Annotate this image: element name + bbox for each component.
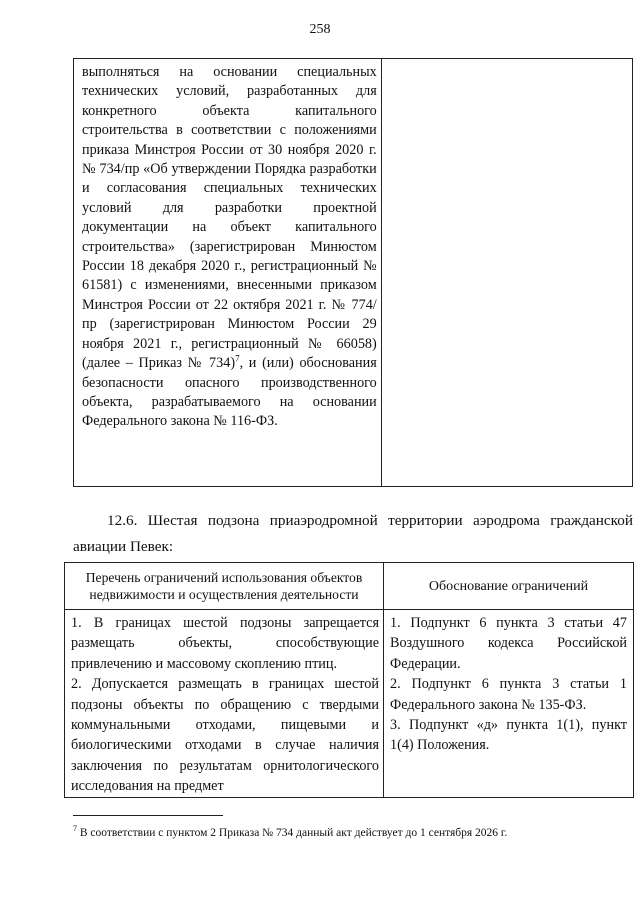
footnote-marker: 7	[73, 824, 77, 834]
restrictions-cell	[65, 610, 384, 798]
continued-text-part-2: , и (или) обоснования безопасности опасного производственного объекта, разрабатываемого на основании Федерального закона № 116-ФЗ.	[82, 355, 377, 430]
table-header-row	[65, 563, 634, 610]
footnote	[73, 826, 633, 840]
footnote-divider	[73, 815, 223, 816]
header-restrictions: Перечень ограничений использования объектов недвижимости и осуществления деятельности	[65, 563, 384, 610]
continued-requirement-text	[74, 59, 381, 434]
section-paragraph: 12.6. Шестая подзона приаэродромной территории аэродрома гражданской авиации Певек:	[73, 512, 633, 555]
empty-justification-cell	[381, 59, 632, 487]
justification-item-2: 2. Подпункт 6 пункта 3 статьи 1 Федерального закона № 135-ФЗ.	[390, 676, 627, 713]
continued-requirement-cell	[74, 59, 382, 487]
footnote-reference[interactable]: 7	[235, 353, 240, 364]
header-justification: Обоснование ограничений	[384, 563, 634, 610]
justification-item-3: 3. Подпункт «д» пункта 1(1), пункт 1(4) Положения.	[390, 717, 627, 754]
restrictions-table	[64, 562, 634, 798]
table-row	[74, 59, 633, 487]
continued-table	[73, 58, 633, 487]
restriction-item-2: 2. Допускается размещать в границах шестой подзоны объекты по обращению с твердыми коммунальными отходами, пищевыми и биологическими отходами в случае наличия заключения по результатам орнитологического исследования на предмет	[71, 676, 379, 795]
continued-text-part-1: выполняться на основании специальных технических условий, разработанных для конкретного объекта капитального строительства в соответствии с положениями приказа Минстроя России от 30 ноября 2020 г. № 734/пр «Об утверждении Порядка разработки и согласования специальных технических условий для разработки проектной документации на объект капитального строительства» (зарегистрирован Минюстом России 18 декабря 2020 г., регистрационный № 61581) с изменениями, внесенными приказом Минстроя России от 22 октября 2021 г. № 774/пр (зарегистрирован Минюстом России 29 ноября 2021 г., регистрационный № 66058) (далее – Приказ № 734)	[82, 64, 377, 372]
footnote-text: В соответствии с пунктом 2 Приказа № 734 данный акт действует до 1 сентября 2026 г.	[77, 827, 508, 839]
justification-cell	[384, 610, 634, 798]
page-number: 258	[309, 22, 331, 37]
justification-item-1: 1. Подпункт 6 пункта 3 статьи 47 Воздушного кодекса Российской Федерации.	[390, 615, 627, 672]
table-row	[65, 610, 634, 798]
restriction-item-1: 1. В границах шестой подзоны запрещается размещать объекты, способствующие привлечению и массовому скоплению птиц.	[71, 615, 379, 672]
